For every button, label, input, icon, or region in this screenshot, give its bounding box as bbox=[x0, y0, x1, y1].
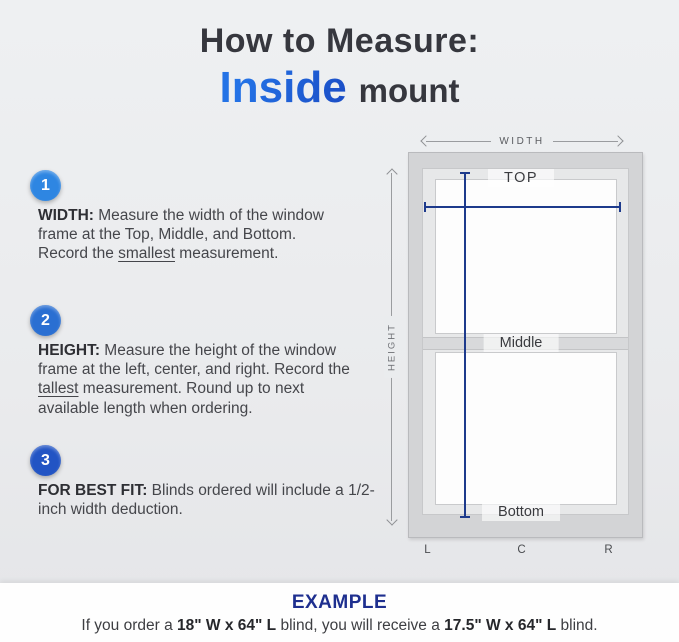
arrow-up-icon bbox=[386, 168, 397, 179]
left-label: L bbox=[424, 544, 432, 556]
step-1-badge: 1 bbox=[30, 170, 61, 201]
example-heading: EXAMPLE bbox=[291, 592, 388, 613]
arrow-left-icon bbox=[420, 135, 431, 146]
width-dimension-arrow bbox=[422, 134, 622, 148]
height-measure-line bbox=[464, 172, 466, 518]
center-label: C bbox=[517, 544, 527, 556]
page-title bbox=[0, 22, 679, 113]
arrow-right-icon bbox=[612, 135, 623, 146]
upper-window-pane bbox=[435, 179, 617, 334]
title-line2 bbox=[0, 63, 679, 113]
step-2-lead: HEIGHT: bbox=[38, 342, 100, 359]
step-2-underlined: tallest bbox=[38, 380, 79, 398]
title-line1: How to Measure: bbox=[199, 22, 480, 60]
example-ordered-size: 18" W x 64" L bbox=[177, 617, 277, 634]
lower-window-pane bbox=[435, 352, 617, 505]
right-label: R bbox=[604, 544, 614, 556]
bottom-position-label: Bottom bbox=[482, 503, 560, 521]
step-2-text-end: measurement. Round up to next available length when ordering. bbox=[38, 380, 305, 417]
example-part: blind. bbox=[556, 617, 598, 634]
width-dimension-label: WIDTH bbox=[499, 135, 545, 147]
left-center-right-labels bbox=[408, 544, 643, 560]
height-dimension-arrow bbox=[385, 170, 399, 524]
middle-position-label: Middle bbox=[484, 334, 559, 352]
step-3-badge: 3 bbox=[30, 445, 61, 476]
step-3-text: Blinds ordered will include a 1/2-inch width deduction. bbox=[38, 482, 375, 519]
step-3-instructions bbox=[38, 481, 388, 519]
step-2-instructions bbox=[38, 341, 368, 418]
arrow-line bbox=[426, 141, 491, 142]
step-1-lead: WIDTH: bbox=[38, 207, 94, 224]
step-1-text: Measure the width of the window frame at the Top, Middle, and Bottom. Record the bbox=[38, 207, 324, 263]
step-2-badge: 2 bbox=[30, 305, 61, 336]
step-1-text-end: measurement. bbox=[175, 245, 279, 263]
example-sentence bbox=[0, 617, 679, 635]
window-measure-diagram bbox=[380, 128, 679, 578]
example-section bbox=[0, 583, 679, 642]
step-1-instructions bbox=[38, 206, 343, 264]
title-accent-inside: Inside bbox=[219, 63, 347, 112]
height-dimension-label: HEIGHT bbox=[385, 316, 400, 378]
arrow-line bbox=[553, 141, 618, 142]
example-received-size: 17.5" W x 64" L bbox=[444, 617, 557, 634]
top-position-label: TOP bbox=[488, 169, 554, 187]
step-2-text: Measure the height of the window frame at the left, center, and right. Record the bbox=[38, 342, 350, 379]
example-part: If you order a bbox=[81, 617, 178, 634]
step-1-underlined: smallest bbox=[118, 245, 175, 263]
width-measure-line bbox=[424, 206, 621, 208]
title-mount: mount bbox=[358, 72, 460, 109]
step-3-lead: FOR BEST FIT: bbox=[38, 482, 148, 499]
example-part: blind, you will receive a bbox=[276, 617, 445, 634]
arrow-down-icon bbox=[386, 514, 397, 525]
